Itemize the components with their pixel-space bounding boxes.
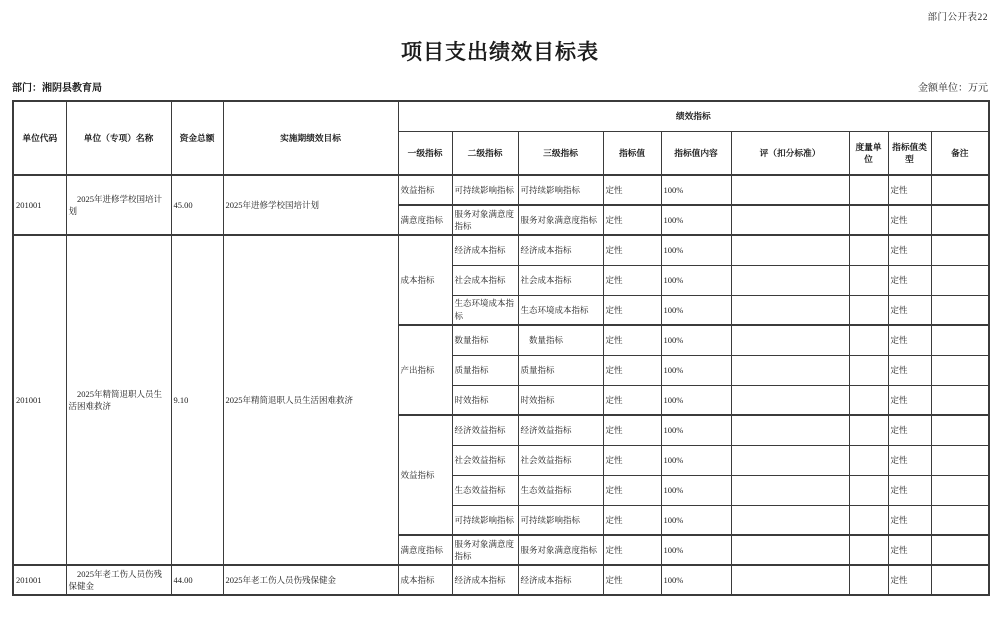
- cell-indicator-value-content: 100%: [661, 355, 731, 385]
- cell-indicator-value: 定性: [603, 325, 661, 355]
- cell-indicator-value: 定性: [603, 505, 661, 535]
- cell-unit-code: 201001: [13, 235, 66, 565]
- cell-measure-unit: [849, 385, 888, 415]
- cell-indicator-value: 定性: [603, 385, 661, 415]
- cell-indicator-value: 定性: [603, 265, 661, 295]
- amount-unit-label: 金额单位：万元: [918, 83, 988, 94]
- cell-l2-indicator: 可持续影响指标: [452, 175, 518, 205]
- cell-l2-indicator: 质量指标: [452, 355, 518, 385]
- cell-l3-indicator: 质量指标: [518, 355, 603, 385]
- cell-measure-unit: [849, 445, 888, 475]
- cell-value-type: 定性: [888, 385, 931, 415]
- meta-row: [12, 79, 988, 94]
- cell-l3-indicator: 可持续影响指标: [518, 505, 603, 535]
- cell-l3-indicator: 社会成本指标: [518, 265, 603, 295]
- cell-l3-indicator: 可持续影响指标: [518, 175, 603, 205]
- cell-indicator-value-content: 100%: [661, 505, 731, 535]
- cell-l3-indicator: 服务对象满意度指标: [518, 205, 603, 235]
- cell-l3-indicator: 经济效益指标: [518, 415, 603, 445]
- cell-indicator-value: 定性: [603, 205, 661, 235]
- cell-note: [931, 565, 989, 595]
- cell-indicator-value: 定性: [603, 355, 661, 385]
- cell-value-type: 定性: [888, 295, 931, 325]
- cell-unit-name: 2025年精简退职人员生活困难救济: [66, 235, 171, 565]
- cell-indicator-value-content: 100%: [661, 415, 731, 445]
- header-unit-code: 单位代码: [13, 101, 66, 175]
- cell-unit-name: 2025年老工伤人员伤残保健金: [66, 565, 171, 595]
- cell-value-type: 定性: [888, 565, 931, 595]
- cell-note: [931, 325, 989, 355]
- cell-l1-indicator: 成本指标: [398, 235, 452, 325]
- cell-indicator-value-content: 100%: [661, 535, 731, 565]
- cell-value-type: 定性: [888, 475, 931, 505]
- cell-l2-indicator: 社会效益指标: [452, 445, 518, 475]
- cell-eval-standard: [731, 535, 849, 565]
- cell-period-target: 2025年进修学校国培计划: [223, 175, 398, 235]
- cell-l2-indicator: 经济成本指标: [452, 235, 518, 265]
- header-eval-standard: 评（扣分标准）: [731, 131, 849, 175]
- cell-l3-indicator: 数量指标: [518, 325, 603, 355]
- header-period-target: 实施期绩效目标: [223, 101, 398, 175]
- cell-total-funds: 45.00: [171, 175, 223, 235]
- cell-l3-indicator: 社会效益指标: [518, 445, 603, 475]
- cell-indicator-value-content: 100%: [661, 235, 731, 265]
- cell-value-type: 定性: [888, 205, 931, 235]
- cell-indicator-value: 定性: [603, 415, 661, 445]
- cell-l1-indicator: 产出指标: [398, 325, 452, 415]
- cell-eval-standard: [731, 235, 849, 265]
- cell-indicator-value-content: 100%: [661, 475, 731, 505]
- header-perf-group: 绩效指标: [398, 101, 989, 131]
- cell-indicator-value-content: 100%: [661, 445, 731, 475]
- cell-indicator-value-content: 100%: [661, 385, 731, 415]
- cell-note: [931, 265, 989, 295]
- cell-indicator-value-content: 100%: [661, 175, 731, 205]
- cell-indicator-value: 定性: [603, 445, 661, 475]
- cell-measure-unit: [849, 295, 888, 325]
- cell-l3-indicator: 经济成本指标: [518, 565, 603, 595]
- cell-l1-indicator: 成本指标: [398, 565, 452, 595]
- cell-l2-indicator: 生态环境成本指标: [452, 295, 518, 325]
- cell-l3-indicator: 生态环境成本指标: [518, 295, 603, 325]
- cell-eval-standard: [731, 415, 849, 445]
- page-title: 项目支出绩效目标表: [401, 40, 599, 64]
- cell-l3-indicator: 服务对象满意度指标: [518, 535, 603, 565]
- cell-unit-code: 201001: [13, 175, 66, 235]
- cell-note: [931, 385, 989, 415]
- header-value-type: 指标值类型: [888, 131, 931, 175]
- cell-eval-standard: [731, 265, 849, 295]
- cell-l2-indicator: 服务对象满意度指标: [452, 205, 518, 235]
- cell-indicator-value-content: 100%: [661, 565, 731, 595]
- table-row: [13, 235, 989, 265]
- performance-target-table: [12, 100, 990, 596]
- cell-eval-standard: [731, 475, 849, 505]
- cell-value-type: 定性: [888, 535, 931, 565]
- cell-period-target: 2025年精简退职人员生活困难救济: [223, 235, 398, 565]
- cell-eval-standard: [731, 355, 849, 385]
- header-l1-indicator: 一级指标: [398, 131, 452, 175]
- cell-l2-indicator: 社会成本指标: [452, 265, 518, 295]
- cell-unit-code: 201001: [13, 565, 66, 595]
- cell-indicator-value-content: 100%: [661, 325, 731, 355]
- cell-indicator-value: 定性: [603, 475, 661, 505]
- cell-measure-unit: [849, 265, 888, 295]
- cell-note: [931, 505, 989, 535]
- cell-value-type: 定性: [888, 445, 931, 475]
- cell-l3-indicator: 生态效益指标: [518, 475, 603, 505]
- cell-measure-unit: [849, 235, 888, 265]
- cell-value-type: 定性: [888, 235, 931, 265]
- cell-l2-indicator: 服务对象满意度指标: [452, 535, 518, 565]
- cell-l2-indicator: 数量指标: [452, 325, 518, 355]
- cell-indicator-value: 定性: [603, 175, 661, 205]
- header-total-funds: 资金总额: [171, 101, 223, 175]
- cell-note: [931, 475, 989, 505]
- header-indicator-value: 指标值: [603, 131, 661, 175]
- cell-note: [931, 445, 989, 475]
- cell-l3-indicator: 时效指标: [518, 385, 603, 415]
- cell-value-type: 定性: [888, 265, 931, 295]
- cell-measure-unit: [849, 505, 888, 535]
- header-measure-unit: 度量单位: [849, 131, 888, 175]
- cell-indicator-value-content: 100%: [661, 205, 731, 235]
- department-label: 部门：湘阴县教育局: [12, 83, 102, 94]
- cell-unit-name: 2025年进修学校国培计划: [66, 175, 171, 235]
- cell-measure-unit: [849, 475, 888, 505]
- cell-eval-standard: [731, 205, 849, 235]
- cell-l2-indicator: 可持续影响指标: [452, 505, 518, 535]
- cell-indicator-value-content: 100%: [661, 295, 731, 325]
- cell-note: [931, 205, 989, 235]
- cell-total-funds: 9.10: [171, 235, 223, 565]
- cell-indicator-value: 定性: [603, 295, 661, 325]
- cell-measure-unit: [849, 325, 888, 355]
- cell-note: [931, 175, 989, 205]
- cell-measure-unit: [849, 565, 888, 595]
- cell-measure-unit: [849, 415, 888, 445]
- cell-l1-indicator: 效益指标: [398, 415, 452, 535]
- cell-measure-unit: [849, 355, 888, 385]
- cell-note: [931, 235, 989, 265]
- cell-eval-standard: [731, 445, 849, 475]
- cell-value-type: 定性: [888, 415, 931, 445]
- cell-l1-indicator: 效益指标: [398, 175, 452, 205]
- cell-l2-indicator: 生态效益指标: [452, 475, 518, 505]
- cell-value-type: 定性: [888, 325, 931, 355]
- cell-eval-standard: [731, 565, 849, 595]
- table-row: [13, 565, 989, 595]
- header-l2-indicator: 二级指标: [452, 131, 518, 175]
- cell-measure-unit: [849, 175, 888, 205]
- cell-eval-standard: [731, 385, 849, 415]
- cell-note: [931, 355, 989, 385]
- cell-total-funds: 44.00: [171, 565, 223, 595]
- cell-period-target: 2025年老工伤人员伤残保健金: [223, 565, 398, 595]
- cell-indicator-value: 定性: [603, 235, 661, 265]
- cell-eval-standard: [731, 175, 849, 205]
- cell-eval-standard: [731, 505, 849, 535]
- cell-indicator-value: 定性: [603, 535, 661, 565]
- cell-l2-indicator: 时效指标: [452, 385, 518, 415]
- cell-indicator-value-content: 100%: [661, 265, 731, 295]
- header-l3-indicator: 三级指标: [518, 131, 603, 175]
- cell-note: [931, 535, 989, 565]
- cell-l2-indicator: 经济成本指标: [452, 565, 518, 595]
- cell-note: [931, 295, 989, 325]
- cell-indicator-value: 定性: [603, 565, 661, 595]
- cell-note: [931, 415, 989, 445]
- cell-value-type: 定性: [888, 505, 931, 535]
- header-indicator-value-content: 指标值内容: [661, 131, 731, 175]
- cell-l3-indicator: 经济成本指标: [518, 235, 603, 265]
- cell-l1-indicator: 满意度指标: [398, 535, 452, 565]
- cell-measure-unit: [849, 205, 888, 235]
- table-row: [13, 175, 989, 205]
- header-note: 备注: [931, 131, 989, 175]
- header-unit-name: 单位（专项）名称: [66, 101, 171, 175]
- cell-l2-indicator: 经济效益指标: [452, 415, 518, 445]
- cell-value-type: 定性: [888, 175, 931, 205]
- table-header-row-1: [13, 101, 989, 131]
- cell-eval-standard: [731, 325, 849, 355]
- cell-measure-unit: [849, 535, 888, 565]
- cell-eval-standard: [731, 295, 849, 325]
- doc-label: 部门公开表22: [927, 13, 988, 23]
- cell-l1-indicator: 满意度指标: [398, 205, 452, 235]
- cell-value-type: 定性: [888, 355, 931, 385]
